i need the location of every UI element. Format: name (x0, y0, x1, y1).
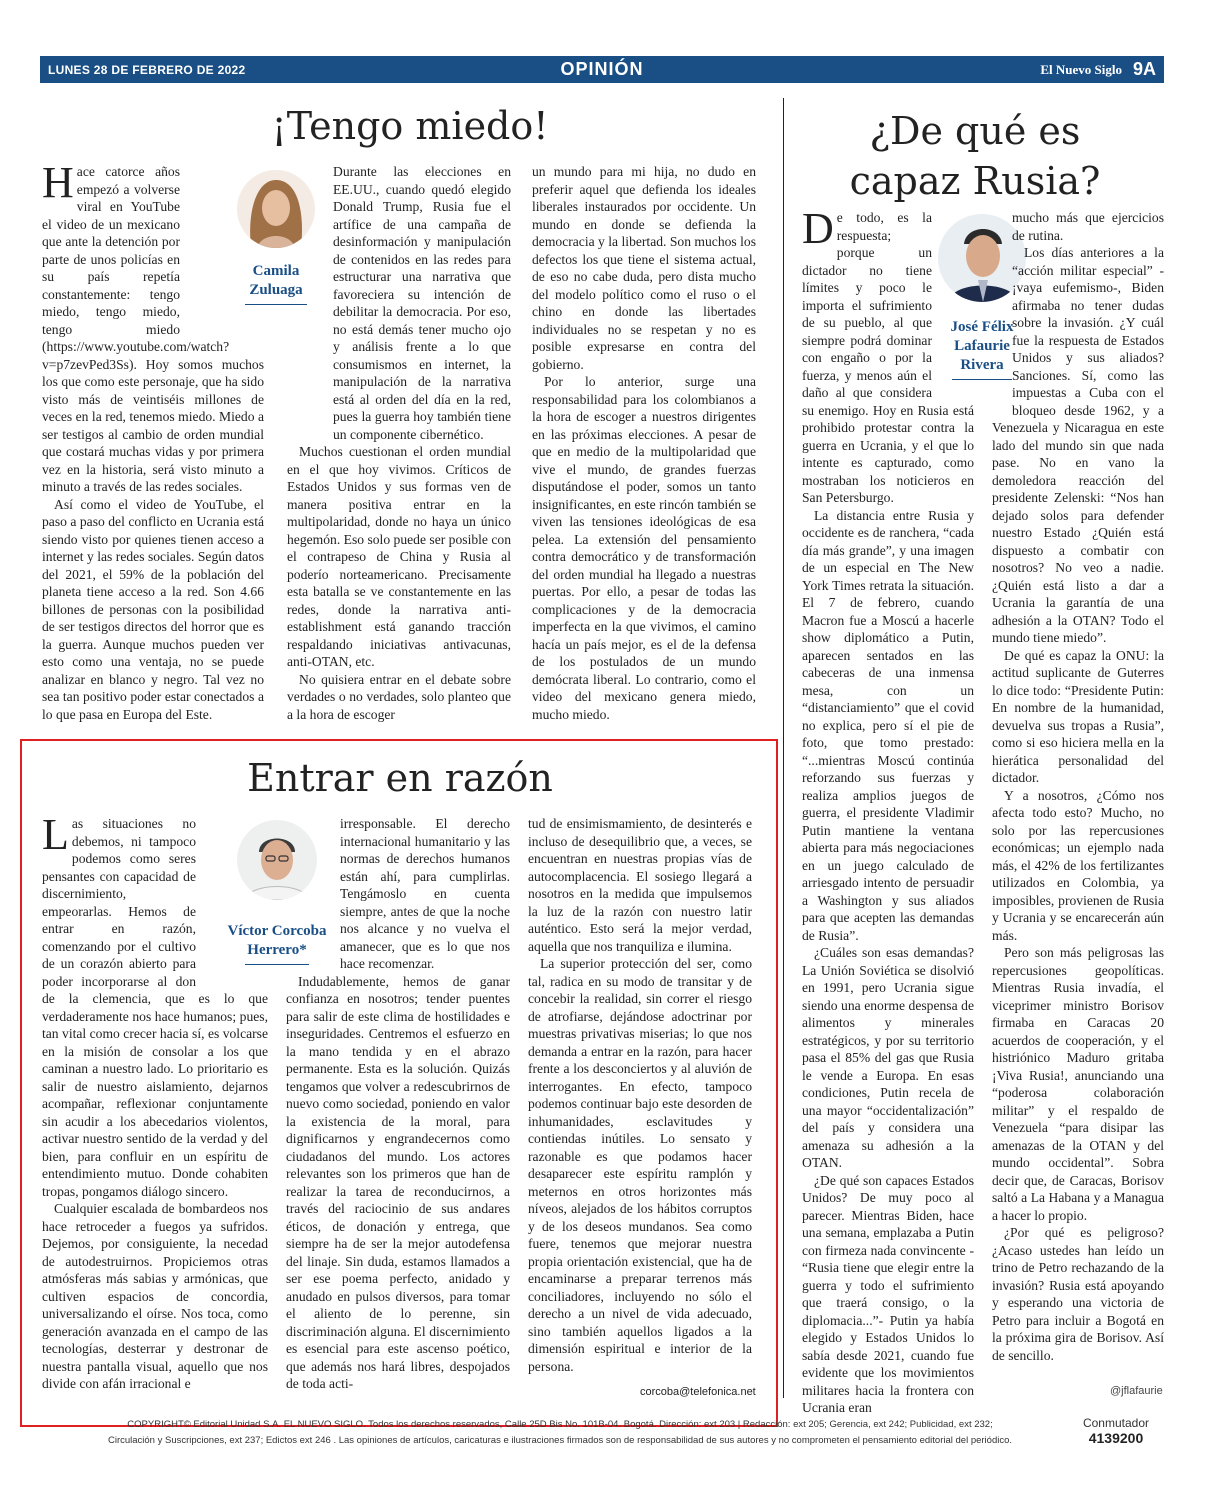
article3-paragraph: tud de ensimismamiento, de desinterés e incluso de desequilibrio que, a veces, se encuentran en nuestras propias vías de autocomplacencia. El sosiego llegará a nosotros en la medida que impulsemos la luz de la razón con nuestro latir auténtico. Esto será la mejor verdad, aquella que nos tranquiliza e ilumina. (528, 816, 752, 954)
switchboard (1066, 1416, 1166, 1446)
twitter-handle: @jflafaurie (1110, 1385, 1163, 1397)
column-divider (783, 98, 784, 1398)
article2-col1 (802, 204, 974, 1417)
drop-cap: D (802, 204, 834, 253)
drop-cap: H (42, 158, 74, 207)
switchboard-label: Conmutador (1082, 1416, 1150, 1430)
article1-paragraph: Por lo anterior, surge una responsabilidad para los colombianos a la hora de escoger a nuestros dirigentes en las próximas elecciones. A pesar de que en medio de la multipolaridad que vive el mundo, de grandes fuerzas disputándose el poder, somos un tanto insignificantes, en este rincón también se viven las tensiones ideológicas de esa pelea. La extensión del pensamiento contra democrático y de transformación del orden mundial ha llegado a nuestras puertas. Por ello, a pesar de todas las complicaciones y de la democracia imperfecta en la que vivimos, el camino hacía un país mejor, es el de la defensa de los postulados de un mundo demócrata liberal. Lo contrario, como el video del mexicano genera miedo, mucho miedo. (532, 374, 756, 722)
article2-col1-text: e todo, es la respuesta; porque un dictador no tiene límites y poco le importa el sufrimiento de su pueblo, al que siempre podrá dominar con engaño o por la fuerza, y menos aún el daño al que considera su enemigo. Hoy en Rusia está prohibido protestar contra la guerra en Ucrania, y el que lo intente es capturado, como mostraban los noticieros en San Petersburgo. (802, 210, 974, 505)
article2-title-line2: capaz Rusia? (849, 159, 1101, 203)
drop-cap: L (42, 810, 69, 859)
footer-copyright: COPYRIGHT© Editorial Unidad S.A. EL NUEVO SIGLO. Todos los derechos reservados, Calle 25D Bis No. 101B-04. Bogotá. Dirección: ext 203 | Redacción: ext 205; Gerencia, ext 242; Publicidad, ext 232; (127, 1419, 993, 1430)
article1-title: ¡Tengo miedo! (271, 104, 549, 148)
article2-paragraph: mucho más que ejercicios de rutina. (1012, 210, 1164, 243)
author-last-name: Rivera (960, 357, 1004, 373)
article1-col3 (532, 163, 756, 723)
article1-paragraph: Así como el video de YouTube, el paso a paso del conflicto en Ucrania está siendo visto por quienes tienen acceso a internet y las redes sociales. Según datos del 2021, el 59% de la población del planeta tiene acceso a la red. Son 4.66 billones de personas con la posibilidad de ser testigos directos del horror que es la guerra. Aunque muchos pueden ver esto como una ventaja, no se puede analizar en blanco y negro. Tal vez no sea tan positivo poder estar conectados a lo que pasa en Europa del Este. (42, 496, 264, 722)
author-middle-name: Lafaurie (954, 338, 1010, 354)
article1-col1 (42, 158, 264, 723)
article2-paragraph: ¿Cuáles son esas demandas? La Unión Soviética se disolvió en 1991, pero Ucrania sigue siendo una enorme despensa de alimentos y minerales estratégicos, y por su territorio pasa el 85% del gas que Rusia le vende a Europa. En esas condiciones, Putin recela de una mayor “occidentalización” del país y considera una amenaza su adhesión a la OTAN. (802, 945, 974, 1170)
article2-title (800, 106, 1150, 206)
article2-paragraph: Pero son más peligrosas las repercusiones geopolíticas. Mientras Rusia invadía, el viceprimer ministro Borisov firmaba en Caracas 20 acuerdos de cooperación, y el histriónico Maduro gritaba ¡Viva Rusia!, anunciando una “poderosa colaboración militar” y el respaldo de Venezuela “para disipar las amenazas de la OTAN y del mundo occidental”. Sobra decir que, de Caracas, Borisov saltó a La Habana y a Managua a hacer lo propio. (992, 945, 1164, 1223)
article1-col2 (287, 163, 511, 723)
article1-paragraph: un mundo para mi hija, no dudo en preferir aquel que defienda los ideales liberales instaurados por occidente. Un mundo en donde se defienda la democracia y la libertad. Son muchos los defectos los que tiene el sistema actual, de eso no cabe duda, pero dista mucho del modelo político como el ruso o el chino en donde las libertades individuales no se respetan y no es posible expresarse en contra del gobierno. (532, 164, 756, 372)
article2-paragraph: Y a nosotros, ¿Cómo nos afecta todo esto? Mucho, no solo por las repercusiones económicas; un ejemplo nada más, el 42% de los fertilizantes utilizados en Colombia, ya imposibles, provienen de Rusia y Ucrania y se encarecerán aún más. (992, 787, 1164, 943)
section-title: OPINIÓN (560, 59, 644, 79)
newspaper-brand: El Nuevo Siglo (1040, 62, 1122, 77)
article3-paragraph: Cualquier escalada de bombardeos nos hace retroceder a fuegos ya sufridos. Dejemos, por consiguiente, la necedad de autodestruirnos. Propiciemos otras atmósferas más sabias y armónicas, que cultiven espacios de concordia, universalizando el oírse. Nos toca, como generación avanzada en el campo de las tecnologías, desterrar y destronar de nuestra pantalla visual, aquello que nos divide con afán irracional e (42, 1201, 268, 1391)
article2-paragraph: ¿De qué son capaces Estados Unidos? De muy poco al parecer. Mientras Biden, hace una semana, emplazaba a Putin con firmeza nada convincente - “Rusia tiene que elegir entre la guerra y todo el sufrimiento que traerá consigo, o la diplomacia...”- Putin ya había elegido y Estados Unidos lo sabía desde 2021, cuando fue evidente que los movimientos militares hacia la frontera con Ucrania eran (802, 1172, 974, 1415)
article3-paragraph: La superior protección del ser, como tal, radica en su modo de transitar y de concebir la realidad, sin correr el riesgo de atrofiarse, dejándose adoctrinar por muestras privativas miserias; lo que nos demanda a entrar en la razón, para hacer frente a los desconciertos y al aluvión de interrogantes. En efecto, tampoco podemos continuar bajo este desorden de inhumanidades, esclavitudes y contiendas inútiles. Lo sensato y razonable es que podamos hacer desaparecer este espíritu ramplón y meternos en otros horizontes más níveos, alejados de los hábitos corruptos y de los deseos mundanos. Sea como fuere, tenemos que mejorar nuestra propia orientación existencial, que ha de encaminarse a preparar terrenos más conciliadores, incluyendo no sólo el derecho a un nivel de vida adecuado, sino también aquellos ligados a la dimensión espiritual e interior de la persona. (528, 956, 752, 1374)
article2-paragraph: ¿Por qué es peligroso? ¿Acaso ustedes han leído un trino de Petro rechazando de la invasión? Rusia está apoyando y esperando una victoria de Petro para incluir a Bogotá en la próxima gira de Borisov. Así de sencillo. (992, 1225, 1164, 1363)
article2-paragraph: Los días anteriores a la “acción militar especial” -¡vaya eufemismo-, Biden afirmaba no tener dudas sobre la invasión. ¿Y cuál fue la respuesta de Estados Unidos y sus aliados? Sanciones. Sí, como las impuestas a Cuba con el bloqueo desde 1962, y a Venezuela y Nicaragua en este lado del mundo sin que nada pase. No en vano la demoledora reacción del presidente Zelenski: “Nos han dejado solos para defender nuestro Estado ¿Quién está dispuesto a combatir con nosotros? No veo a nadie. ¿Quién está listo a dar a Ucrania la garantía de una adhesión a la OTAN? Todo el mundo tiene miedo”. (992, 245, 1164, 645)
article2-col2 (992, 209, 1164, 1364)
article3-col3 (528, 815, 752, 1375)
author-last-name: Zuluaga (249, 282, 303, 298)
article3-col1-text: as situaciones no debemos, ni tampoco podemos como seres pensantes con capacidad de discernimiento, empeorarlas. Hemos de entrar en razón, comenzando por el cultivo de un corazón abierto para poder incorporarse al don de la clemencia, que es lo que verdaderamente nos hace humanos; pues, tan vital como crecer hacia sí, es volcarse en la misión de consolar a los que caminan a nuestro lado. Lo prioritario es salir de nuestro aislamiento, dejarnos acompañar, reflexionar conjuntamente sin acudir a los abecedarios violentos, activar nuestro sentido de la verdad y del bien, para confluir en un espíritu de entendimiento mutuo. Donde cohabiten tropas, pongamos diálogo sincero. (42, 816, 268, 1199)
switchboard-number: 4139200 (1088, 1430, 1144, 1446)
article1-paragraph: Muchos cuestionan el orden mundial en el que hoy vivimos. Críticos de Estados Unidos y sus formas ven de manera positiva entrar en la multipolaridad, donde no haya un único hegemón. Eso solo puede ser posible con el contrapeso de China y Rusia al poderío norteamericano. Precisamente esta batalla se ve constantemente en las redes, donde la narrativa anti-establishment está ganando tracción respaldando iniciativas antivacunas, anti-OTAN, etc. (287, 444, 511, 669)
author-last-name: Herrero* (247, 942, 307, 958)
article3-title: Entrar en razón (247, 756, 553, 800)
page-number: 9A (1132, 59, 1156, 79)
article1-paragraph: Durante las elecciones en EE.UU., cuando quedó elegido Donald Trump, Rusia fue el artífice de una campaña de desinformación y manipulación de contenidos en las redes para estructurar una narrativa que favoreciera su intención de debilitar la democracia. Por eso, no está demás tener mucho ojo y análisis frente a lo que consumismos en internet, la manipulación de la narrativa está al orden del día en la red, pues la guerra hoy también tiene un componente cibernético. (333, 164, 511, 442)
article3-paragraph: Indudablemente, hemos de ganar confianza en nosotros; tender puentes para salir de este clima de hostilidades e inseguridades. Centremos el esfuerzo en la mano tendida y en el abrazo permanente. Esta es la solución. Quizás tengamos que volver a redescubrirnos de nuevo como sociedad, poniendo en valor la existencia de la moral, para dignificarnos y engrandecernos como ciudadanos del mundo. Los actores relevantes son los primeros que han de realizar la tarea de reconducirnos, a través del raciocinio de sus andares éticos, de donación y entrega, que siempre ha de ser la mejor autodefensa del linaje. Sin duda, estamos llamados a ser ese poema perfecto, anidado y anudado en pulsos diversos, para tomar el aliento de lo perenne, sin discriminación alguna. El discernimiento es esencial para este ascenso poético, que además nos hará libres, despojados de toda acti- (286, 973, 510, 1391)
article1-paragraph: No quisiera entrar en el debate sobre verdades o no verdades, solo planteo que a la hora de escoger (287, 671, 511, 722)
article3-col2 (286, 815, 510, 1393)
author-first-name: José Félix (950, 319, 1014, 335)
article3-paragraph: irresponsable. El derecho internacional humanitario y las normas de derechos humanos están ahí, para cumplirlas. Tengámoslo en cuenta siempre, antes de que la noche nos alcance y no vuelva el amanecer, que es lo que nos hace recomenzar. (340, 816, 510, 971)
article2-paragraph: De qué es capaz la ONU: la actitud suplicante de Guterres lo dice todo: “Presidente Putin: En nombre de la humanidad, devuelva sus tropas a Rusia”, como si eso hiciera mella en la hierática personalidad del dictador. (992, 647, 1164, 785)
header-band (40, 56, 1164, 83)
edition-date: LUNES 28 DE FEBRERO DE 2022 (48, 63, 246, 77)
author-first-name: Camila (252, 263, 300, 279)
article2-paragraph: La distancia entre Rusia y occidente es de ranchera, “cada día más grande”, y una imagen de un especial en The New York Times retrata la situación. El 7 de febrero, cuando Macron fue a Moscú a hacerle show diplomático a Putin, aparecen sentados en las cabeceras de una inmensa mesa, con un “distanciamiento” que el covid no explica, pero sí el pie de foto, que tomo prestado: “...mientras Moscú continúa reforzando sus fuerzas y realiza amplios juegos de guerra, el presidente Vladimir Putin mantiene la ventana abierta para más negociaciones en un juego calculado de arriesgado intento de persuadir a Washington y sus aliados para que acepten las demandas de Rusia”. (802, 507, 974, 943)
author-first-name: Víctor Corcoba (227, 923, 327, 939)
footer-disclaimer: Circulación y Suscripciones, ext 237; Edictos ext 246 . Las opiniones de artículos, caricaturas e ilustraciones firmados son de responsabilidad de sus autores y no comprometen el pensamiento editorial del periódico. (107, 1435, 1013, 1446)
article2-title-line1: ¿De qué es (869, 109, 1081, 153)
article1-col1-text: ace catorce años empezó a volverse viral en YouTube el video de un mexicano que ante la detención por parte de unos policías en su país repetía constantemente: tengo miedo, tengo miedo, tengo miedo (https://www.youtube.com/watch?v=p7zevPed3Ss). Hoy somos muchos los que como este personaje, que ha sido visto más de veintiséis millones de veces en la red, tenemos miedo. Miedo a ser testigos al cambio de orden mundial que costará muchas vidas y por primera vez en la historia, será visto minuto a minuto a través de las redes sociales. (42, 164, 264, 494)
author-email: corcoba@telefonica.net (640, 1386, 756, 1398)
article2-author-space (962, 209, 1012, 415)
